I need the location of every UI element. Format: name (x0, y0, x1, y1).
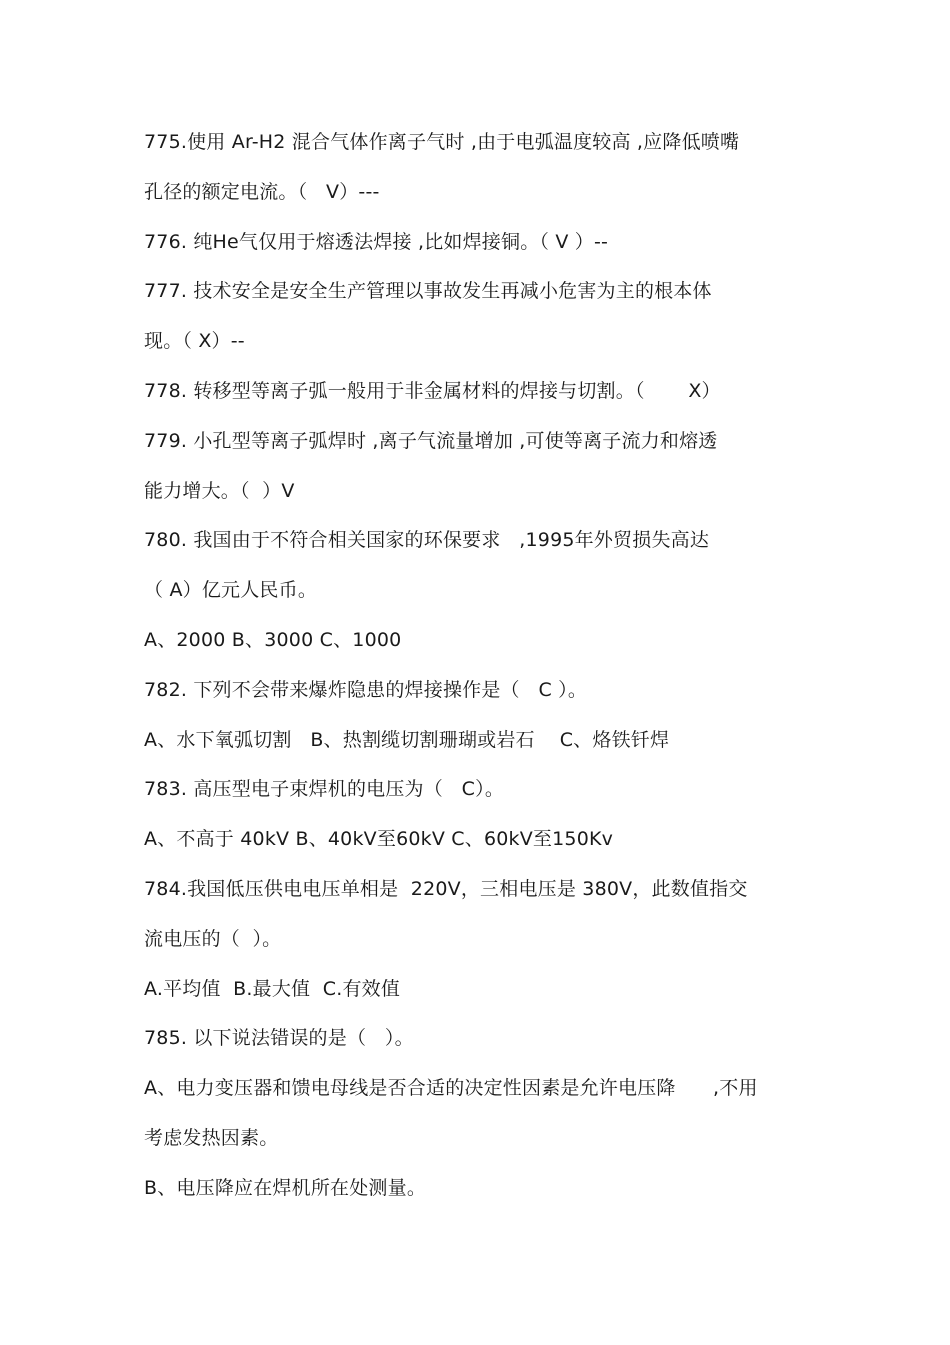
text-line: 775.使用 Ar-H2 混合气体作离子气时 ,由于电弧温度较高 ,应降低喷嘴 (144, 131, 740, 153)
text-line: 785. 以下说法错误的是（ ）。 (144, 1027, 414, 1050)
text-line: 孔径的额定电流。（ V）--- (144, 180, 380, 203)
text-line: A、不高于 40kV B、40kV至60kV C、60kV至150Kv (144, 828, 614, 851)
text-line: 778. 转移型等离子弧一般用于非金属材料的焊接与切割。（ X） (144, 379, 721, 402)
text-line: 流电压的（ ）。 (144, 927, 282, 950)
text-line: 776. 纯He气仅用于熔透法焊接 ,比如焊接铜。（ V ）-- (144, 230, 609, 253)
text-line: A.平均值 B.最大值 C.有效值 (144, 977, 401, 1000)
text-line: A、2000 B、3000 C、1000 (144, 628, 402, 651)
text-line: 783. 高压型电子束焊机的电压为（ C）。 (144, 778, 505, 801)
text-line: 780. 我国由于不符合相关国家的环保要求 ,1995年外贸损失高达 (144, 529, 710, 552)
text-line: 779. 小孔型等离子弧焊时 ,离子气流量增加 ,可使等离子流力和熔透 (144, 429, 718, 452)
text-line: （ A）亿元人民币。 (144, 579, 318, 602)
text-line: B、电压降应在焊机所在处测量。 (144, 1176, 427, 1199)
text-line: 777. 技术安全是安全生产管理以事故发生再减小危害为主的根本体 (144, 280, 712, 303)
text-line: A、水下氧弧切割 B、热割缆切割珊瑚或岩石 C、烙铁钎焊 (144, 728, 670, 751)
text-line: 784.我国低压供电电压单相是 220V，三相电压是 380V，此数值指交 (144, 877, 748, 900)
text-line: 能力增大。（ ）V (144, 479, 295, 502)
text-line: 考虑发热因素。 (144, 1126, 279, 1149)
text-line: A、电力变压器和馈电母线是否合适的决定性因素是允许电压降 ,不用 (144, 1077, 758, 1100)
text-line: 现。（ X）-- (144, 330, 245, 353)
document-body (144, 124, 824, 1220)
text-line: 782. 下列不会带来爆炸隐患的焊接操作是（ C ）。 (144, 678, 588, 701)
